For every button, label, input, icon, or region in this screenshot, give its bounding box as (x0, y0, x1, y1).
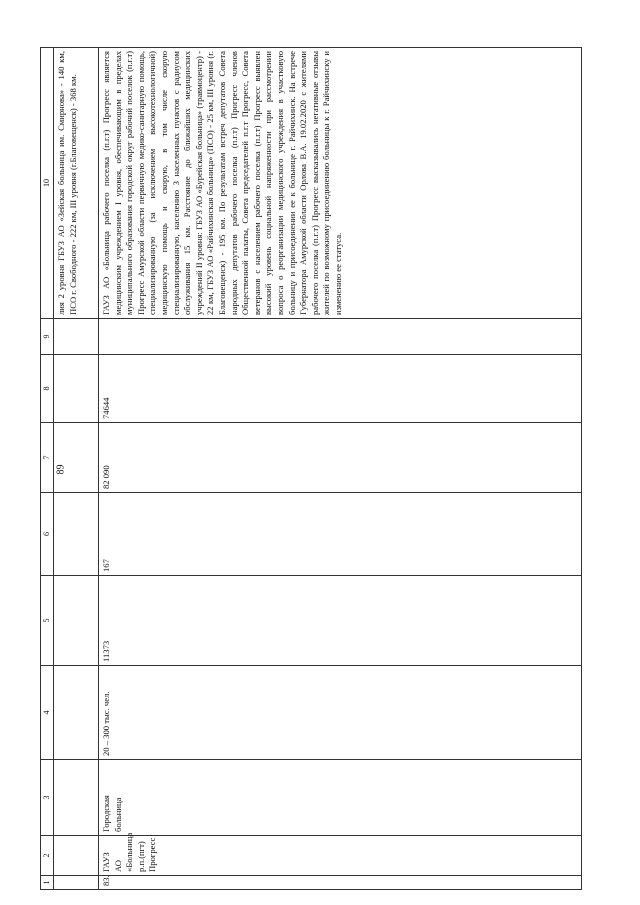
data-table (40, 47, 582, 890)
rotated-table-container (40, 48, 582, 890)
value-col6: 167 (99, 493, 582, 576)
header-cell: 8 (41, 355, 54, 423)
header-cell: 1 (41, 876, 54, 890)
header-cell: 4 (41, 666, 54, 760)
page-number: 89 (55, 464, 67, 475)
row-description: ГАУЗ АО «Больница рабочего поселка (п.г.т) Прогресс является медицинским учреждением I уровня, обеспечивающим в пределах муниципального образования городской округ рабочий поселок (п.г.т) Прогресс Амурской области первичную медико-санитарную помощь, специализированную (за исключением высокотехнологичной) медицинскую помощь и скорую, в том числе скорую специализированную, населению 3 населенных пунктов с радиусом обслуживания 15 км. Расстояние до ближайших медицинских учреждений II уровня: ГБУЗ АО «Бурейская больница» (травмоцентр) - 22 км, ГБУЗ АО «Райчихинская больница» (ПСО) - 25 км, III уровня (г. Благовещенск) - 195 км. По результатам встреч депутатов Совета народных депутатов рабочего поселка (п.г.т) Прогресс членов Общественной палаты, Совета председателей п.г.т Прогресс, Совета ветеранов с населением рабочего поселка (п.г.т) Прогресс выявлен высокий уровень социальной напряженности при рассмотрении вопроса о реорганизации медицинского учреждения в участковую больницу и присоединении ее к больнице г. Райчихинск. На встрече Губернатора Амурской области Орлова В.А. 19.02.2020 с жителями рабочего поселка (п.г.т) Прогресс высказывались негативные отзывы жителей по возможному присоединению больницы к г. Райчихинску и изменению ее статуса. (99, 48, 582, 319)
header-cell: 7 (41, 423, 54, 493)
value-col7: 82 090 (99, 423, 582, 493)
header-cell: 9 (41, 319, 54, 355)
value-col9 (99, 319, 582, 355)
header-cell: 3 (41, 760, 54, 836)
continuation-description: лия 2 уровня ГБУЗ АО «Зейская больница им. Смирнова» - 140 км, ПСО г. Свободного - 222 км, III уровня (г.Благовещенск) - 368 км. (54, 48, 99, 319)
header-cell: 10 (41, 48, 54, 319)
value-col8: 74644 (99, 355, 582, 423)
table-row (99, 48, 582, 890)
institution-type: Городская больница (99, 760, 582, 836)
population-range: 20 – 300 тыс. чел. (99, 666, 582, 760)
header-row (41, 48, 54, 890)
continuation-row (54, 48, 99, 890)
header-cell: 5 (41, 576, 54, 666)
value-col5: 11373 (99, 576, 582, 666)
institution-name: ГАУЗ АО «Больница р.п.(пгт) Прогресс (99, 836, 582, 876)
header-cell: 2 (41, 836, 54, 876)
header-cell: 6 (41, 493, 54, 576)
row-number: 83. (99, 876, 582, 890)
